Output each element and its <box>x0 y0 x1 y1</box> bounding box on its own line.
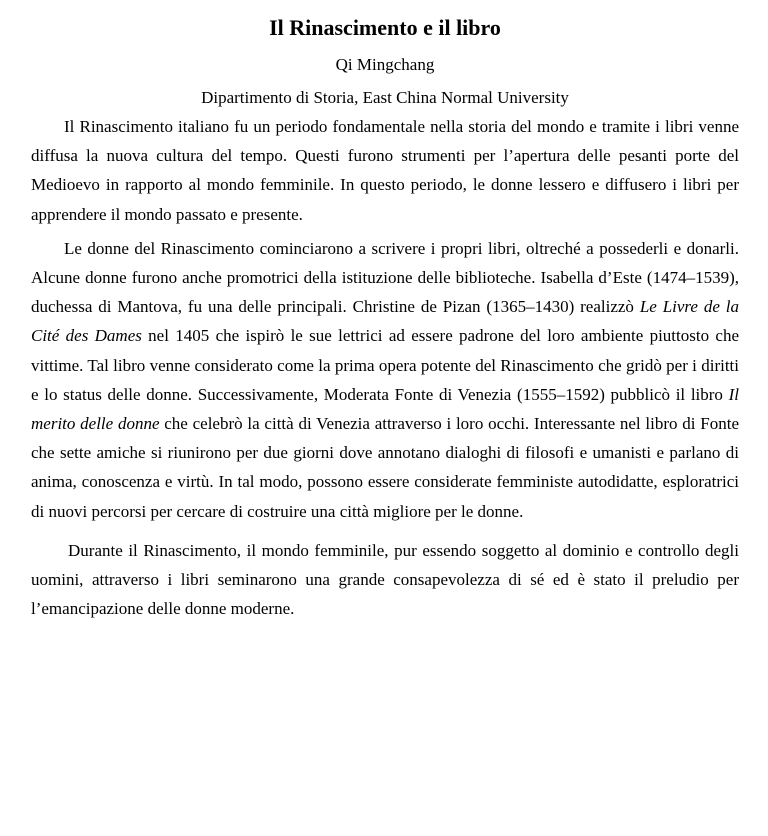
book-title-merito-delle-donne: Il merito delle donne <box>31 384 739 434</box>
paragraph-1: Il Rinascimento italiano fu un periodo fondamentale nella storia del mondo e tramite i libri venne diffusa la nuova cultura del tempo. Questi furono strumenti per l’apertura delle pesanti porte del Medioevo in rapporto al mondo femminile. In questo periodo, le donne lessero e diffusero i libri per apprendere il mondo passato e presente. <box>31 117 739 224</box>
author-affiliation: Dipartimento di Storia, East China Normal University <box>201 88 569 107</box>
paragraph-3: Durante il Rinascimento, il mondo femminile, pur essendo soggetto al dominio e controllo degli uomini, attraverso i libri seminarono una grande consapevolezza di sé ed è stato il preludio per l’emancipazione delle donne moderne. <box>31 540 739 619</box>
page-title: Il Rinascimento e il libro <box>269 15 501 40</box>
author-name: Qi Mingchang <box>335 55 435 74</box>
paragraph-2-text-b: nel 1405 che ispirò le sue lettrici ad essere padrone del loro ambiente piuttosto che vittime. Tal libro venne considerato come la prima opera potente del Rinascimento che gridò per i diritti e lo status delle donne. Successivamente, Moderata Fonte di Venezia (1555–1592) pubblicò il libro <box>31 326 739 404</box>
paragraph-2-text-c: che celebrò la città di Venezia attraverso i loro occhi. Interessante nel libro di Fonte che sette amiche si riunirono per due giorni dove annotano dialoghi di filosofi e umanisti e parlano di anima, conoscenza e virtù. In tal modo, possono essere considerate femministe autodidatte, esploratrici di nuovi percorsi per cercare di costruire una città migliore per le donne. <box>31 414 739 521</box>
book-title-livre-des-dames: Le Livre de la Cité des Dames <box>31 297 739 346</box>
paragraph-2 <box>31 234 739 526</box>
paragraph-2-text-a: Le donne del Rinascimento cominciarono a scrivere i propri libri, oltreché a possederli e donarli. Alcune donne furono anche promotrici della istituzione delle biblioteche. Isabella d’Este (1474–1539), duchessa di Mantova, fu una delle principali. Christine de Pizan (1365–1430) realizzò <box>31 238 739 317</box>
